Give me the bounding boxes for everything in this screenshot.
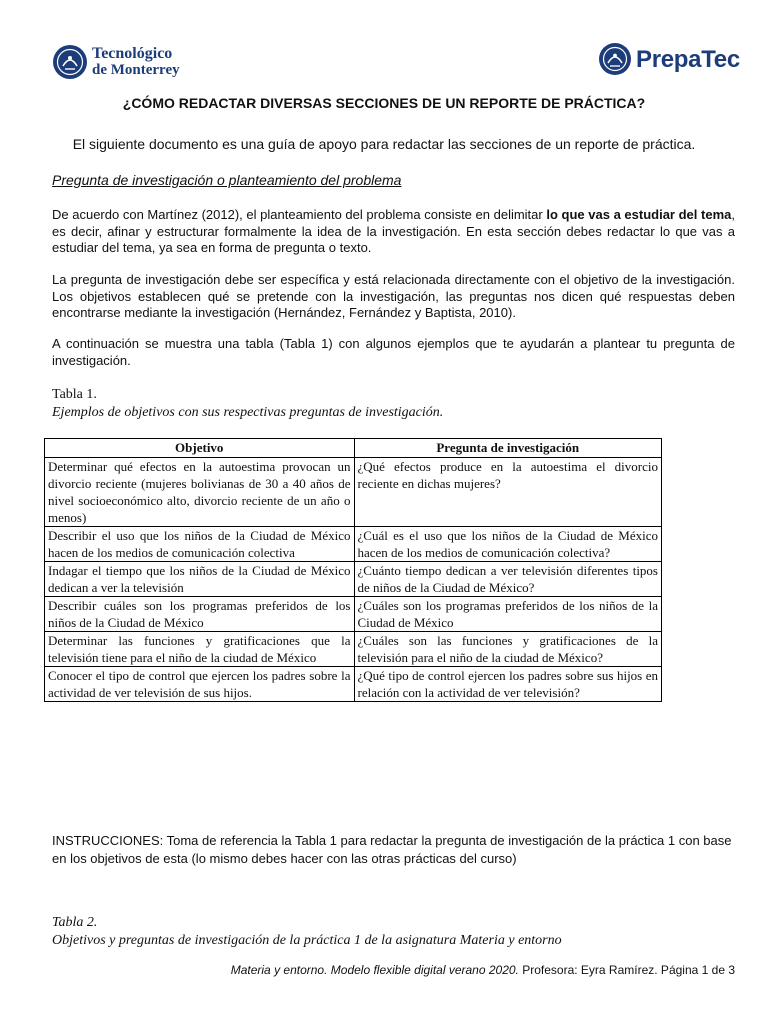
table-header-row [45, 439, 662, 458]
pregunta-cell: ¿Cuáles son las funciones y gratificaciones de la televisión para el niño de la ciudad de México? [354, 632, 662, 667]
paragraph1-bold: lo que vas a estudiar del tema [546, 207, 732, 222]
table1-label: Tabla 1. [52, 387, 97, 402]
pregunta-cell: ¿Cuánto tiempo dedican a ver televisión diferentes tipos de niños de la Ciudad de México? [354, 562, 662, 597]
prepatec-wordmark: PrepaTec [636, 46, 740, 73]
table-row [45, 597, 662, 632]
objetivo-cell: Determinar las funciones y gratificaciones que la televisión tiene para el niño de la ciudad de México [45, 632, 355, 667]
footer-page-info: Profesora: Eyra Ramírez. Página 1 de 3 [518, 963, 735, 977]
prepatec-logo [598, 42, 738, 78]
paragraph1-part1: De acuerdo con Martínez (2012), el planteamiento del problema consiste en delimitar [52, 207, 547, 222]
table2-description: Objetivos y preguntas de investigación de la práctica 1 de la asignatura Materia y entorno [52, 933, 562, 948]
pregunta-cell: ¿Cuál es el uso que los niños de la Ciudad de México hacen de los medios de comunicación colectiva? [354, 527, 662, 562]
objetivo-cell: Describir el uso que los niños de la Ciudad de México hacen de los medios de comunicación colectiva [45, 527, 355, 562]
pregunta-cell: ¿Qué efectos produce en la autoestima el divorcio reciente en dichas mujeres? [354, 458, 662, 527]
paragraph-planteamiento [52, 207, 735, 257]
document-title: ¿CÓMO REDACTAR DIVERSAS SECCIONES DE UN REPORTE DE PRÁCTICA? [122, 95, 646, 111]
objetivo-cell: Indagar el tiempo que los niños de la Ciudad de México dedican a ver la televisión [45, 562, 355, 597]
objetivo-cell: Conocer el tipo de control que ejercen los padres sobre la actividad de ver televisión de sus hijos. [45, 667, 355, 702]
table-row [45, 458, 662, 527]
tec-seal-icon [52, 44, 88, 80]
intro-text: El siguiente documento es una guía de apoyo para redactar las secciones de un reporte de práctica. [72, 136, 696, 152]
tec-logo-line2: de Monterrey [92, 62, 180, 78]
prepatec-seal-icon [598, 42, 632, 76]
page-footer [52, 963, 735, 977]
examples-table [44, 438, 662, 702]
section-heading: Pregunta de investigación o planteamiento del problema [52, 172, 402, 188]
footer-course: Materia y entorno. Modelo flexible digital verano 2020. [230, 963, 519, 977]
table-row [45, 667, 662, 702]
table2-caption [52, 914, 735, 950]
header-pregunta: Pregunta de investigación [354, 439, 662, 458]
paragraph-pregunta: La pregunta de investigación debe ser específica y está relacionada directamente con el objetivo de la investigación. Los objetivos establecen qué se pretende con la investigación, las preguntas nos dicen qué respuestas deben encontrarse mediante la investigación (Hernández, Fernández y Baptista, 2010). [52, 272, 735, 320]
tecnologico-de-monterrey-logo [52, 44, 192, 84]
table-row [45, 632, 662, 667]
objetivo-cell: Determinar qué efectos en la autoestima provocan un divorcio reciente (mujeres bolivianas de 30 a 40 años de nivel socioeconómico alto, divorcio reciente de un año o menos) [45, 458, 355, 527]
table1-description: Ejemplos de objetivos con sus respectivas preguntas de investigación. [52, 405, 444, 420]
pregunta-cell: ¿Cuáles son los programas preferidos de los niños de la Ciudad de México [354, 597, 662, 632]
paragraph-tabla-intro: A continuación se muestra una tabla (Tabla 1) con algunos ejemplos que te ayudarán a plantear tu pregunta de investigación. [52, 336, 735, 368]
tec-logo-line1: Tecnológico [92, 45, 173, 62]
instructions-text: INSTRUCCIONES: Toma de referencia la Tabla 1 para redactar la pregunta de investigación de la práctica 1 con base en los objetivos de esta (lo mismo debes hacer con las otras prácticas del curso) [52, 833, 732, 866]
table2-label: Tabla 2. [52, 915, 98, 930]
paragraph1-part2: , es decir, afinar y estructurar formalmente la idea de la investigación. En esta sección debes redactar lo que vas a estudiar del tema, ya sea en forma de pregunta o texto. [52, 207, 735, 255]
table1-caption [52, 386, 735, 422]
table-row [45, 527, 662, 562]
objetivo-cell: Describir cuáles son los programas preferidos de los niños de la Ciudad de México [45, 597, 355, 632]
header-objetivo: Objetivo [45, 439, 355, 458]
pregunta-cell: ¿Qué tipo de control ejercen los padres sobre sus hijos en relación con la actividad de ver televisión? [354, 667, 662, 702]
table-row [45, 562, 662, 597]
